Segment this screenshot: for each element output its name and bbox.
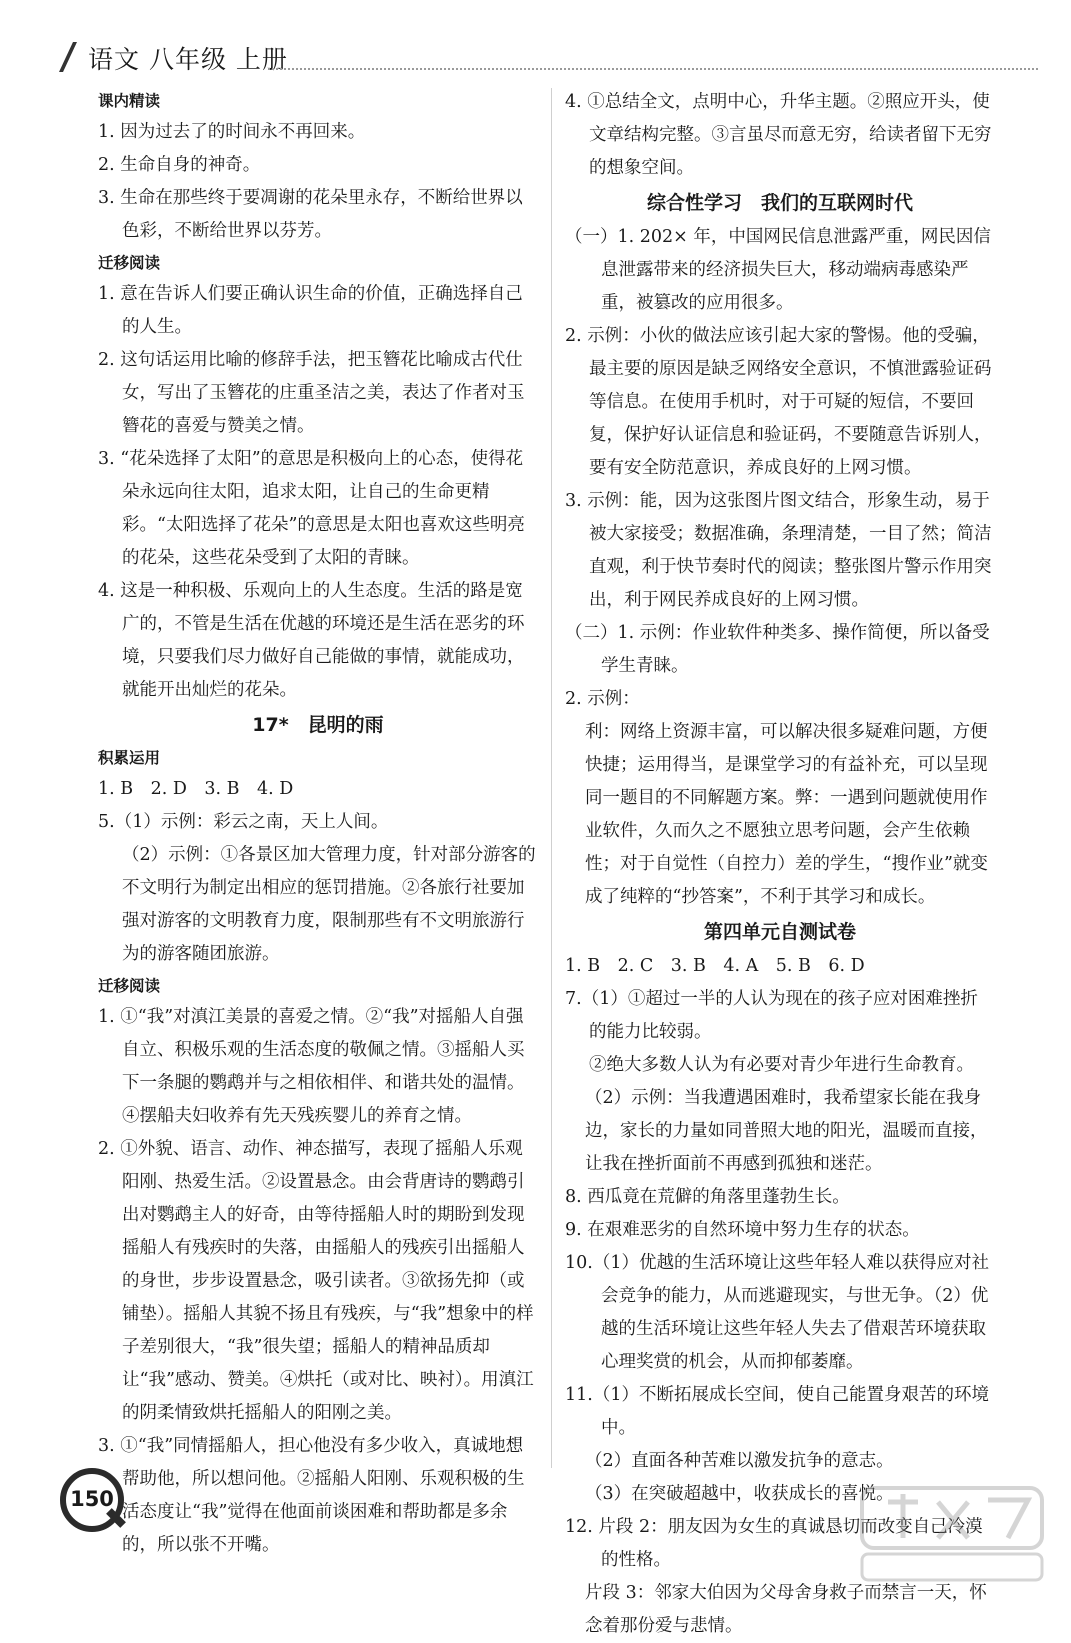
page-header <box>58 36 1038 78</box>
answer-subitem: 片段 3：邻家大伯因为父母舍身救子而禁言一天，怀念着那份爱与悲情。 <box>585 1583 987 1636</box>
answer-item: 1. 因为过去了的时间永不再回来。 <box>98 122 366 142</box>
answer-item: （一）1. 202× 年，中国网民信息泄露严重，网民因信息泄露带来的经济损失巨大，移动端病毒感染严重，被篡改的应用很多。 <box>565 227 991 313</box>
answer-item: 9. 在艰难恶劣的自然环境中努力生存的状态。 <box>565 1220 920 1240</box>
section-heading: 迁移阅读 <box>98 254 161 272</box>
answer-item: 1. B 2. C 3. B 4. A 5. B 6. D <box>565 956 865 976</box>
answer-item: 1. B 2. D 3. B 4. D <box>98 779 294 799</box>
watermark-logo <box>858 1482 1048 1586</box>
book-title: 语文 八年级 上册 <box>88 45 288 74</box>
answer-item: 5.（1）示例：彩云之南，天上人间。 <box>98 812 389 832</box>
answer-subitem: （3）在突破超越中，收获成长的喜悦。 <box>585 1484 894 1504</box>
answer-subitem: 利：网络上资源丰富，可以解决很多疑难问题，方便快捷；运用得当，是课堂学习的有益补充，可以呈现同一题目的不同解题方案。弊：一遇到问题就使用作业软件，久而久之不愿独立思考问题，会产生依赖性；对于自觉性（自控力）差的学生，“搜作业”就变成了纯粹的“抄答案”，不利于其学习和成长。 <box>585 722 988 907</box>
section-heading: 课内精读 <box>98 92 161 110</box>
section-heading: 迁移阅读 <box>98 977 161 995</box>
header-dotted-rule <box>268 68 1038 70</box>
answer-item: 2. 示例： <box>565 689 640 709</box>
left-column <box>98 86 538 1562</box>
chapter-title: 第四单元自测试卷 <box>703 921 856 943</box>
section-heading: 积累运用 <box>98 749 161 767</box>
answer-item: 11.（1）不断拓展成长空间，使自己能置身艰苦的环境中。 <box>565 1385 989 1438</box>
chapter-title: 17* 昆明的雨 <box>252 714 384 736</box>
answer-item: 1. ①“我”对滇江美景的喜爱之情。②“我”对摇船人自强自立、积极乐观的生活态度的敬佩之情。③摇船人买下一条腿的鹦鹉并与之相依相伴、和谐共处的温情。④摆船夫妇收养有先天残疾婴儿的养育之情。 <box>98 1007 525 1126</box>
answer-item: 3. 生命在那些终于要凋谢的花朵里永存，不断给世界以色彩，不断给世界以芬芳。 <box>98 188 523 241</box>
answer-item: （二）1. 示例：作业软件种类多、操作简便，所以备受学生青睐。 <box>565 623 990 676</box>
answer-subitem: （2）示例：①各景区加大管理力度，针对部分游客的不文明行为制定出相应的惩罚措施。②各旅行社要加强对游客的文明教育力度，限制那些有不文明旅游行为的游客随团旅游。 <box>122 845 536 964</box>
page-number-badge <box>60 1468 126 1534</box>
right-column <box>565 86 995 1643</box>
answer-item: 3. ①“我”同情摇船人，担心他没有多少收入，真诚地想帮助他，所以想问他。②摇船人阳刚、乐观积极的生活态度让“我”觉得在他面前谈困难和帮助都是多余的，所以张不开嘴。 <box>98 1436 525 1555</box>
answer-item: 4. 这是一种积极、乐观向上的人生态度。生活的路是宽广的，不管是生活在优越的环境还是生活在恶劣的环境，只要我们尽力做好自己能做的事情，就能成功，就能开出灿烂的花朵。 <box>98 581 525 700</box>
answer-item: 10.（1）优越的生活环境让这些年轻人难以获得应对社会竞争的能力，从而逃避现实，与世无争。（2）优越的生活环境让这些年轻人失去了借艰苦环境获取心理奖赏的机会，从而抑郁萎靡。 <box>565 1253 989 1372</box>
answer-item: 2. ①外貌、语言、动作、神态描写，表现了摇船人乐观阳刚、热爱生活。②设置悬念。由会背唐诗的鹦鹉引出对鹦鹉主人的好奇，由等待摇船人时的期盼到发现摇船人有残疾时的失落，由摇船人的残疾引出摇船人的身世，步步设置悬念，吸引读者。③欲扬先抑（或铺垫）。摇船人其貌不扬且有残疾，与“我”想象中的样子差别很大，“我”很失望；摇船人的精神品质却让“我”感动、赞美。④烘托（或对比、映衬）。用滇江的阴柔情致烘托摇船人的阳刚之美。 <box>98 1139 534 1423</box>
answer-subitem: ②绝大多数人认为有必要对青少年进行生命教育。 <box>589 1055 974 1075</box>
answer-item: 12. 片段 2：朋友因为女生的真诚恳切而改变自己冷漠的性格。 <box>565 1517 983 1570</box>
answer-item: 2. 示例：小伙的做法应该引起大家的警惕。他的受骗，最主要的原因是缺乏网络安全意识，不慎泄露验证码等信息。在使用手机时，对于可疑的短信，不要回复，保护好认证信息和验证码，不要随意告诉别人，要有安全防范意识，养成良好的上网习惯。 <box>565 326 992 478</box>
answer-subitem: （2）直面各种苦难以激发抗争的意志。 <box>585 1451 894 1471</box>
answer-item: 2. 生命自身的神奇。 <box>98 155 261 175</box>
answer-subitem: （2）示例：当我遭遇困难时，我希望家长能在我身边，家长的力量如同普照大地的阳光，温暖而直接，让我在挫折面前不再感到孤独和迷茫。 <box>585 1088 988 1174</box>
answer-item: 8. 西瓜竟在荒僻的角落里蓬勃生长。 <box>565 1187 850 1207</box>
header-slash-mark <box>59 42 77 72</box>
answer-item: 1. 意在告诉人们要正确认识生命的价值，正确选择自己的人生。 <box>98 284 523 337</box>
answer-item: 2. 这句话运用比喻的修辞手法，把玉簪花比喻成古代仕女，写出了玉簪花的庄重圣洁之美，表达了作者对玉簪花的喜爱与赞美之情。 <box>98 350 525 436</box>
column-divider <box>551 88 552 1468</box>
answer-item: 7.（1）①超过一半的人认为现在的孩子应对困难挫折的能力比较弱。 <box>565 989 978 1042</box>
chapter-title: 综合性学习 我们的互联网时代 <box>646 192 913 214</box>
page-number: 150 <box>70 1487 114 1511</box>
answer-item: 4. ①总结全文，点明中心，升华主题。②照应开头，使文章结构完整。③言虽尽而意无穷，给读者留下无穷的想象空间。 <box>565 92 992 178</box>
answer-item: 3. “花朵选择了太阳”的意思是积极向上的心态，使得花朵永远向往太阳，追求太阳，让自己的生命更精彩。“太阳选择了花朵”的意思是太阳也喜欢这些明亮的花朵，这些花朵受到了太阳的青睐。 <box>98 449 525 568</box>
answer-item: 3. 示例：能，因为这张图片图文结合，形象生动，易于被大家接受；数据准确，条理清楚，一目了然；简洁直观，利于快节奏时代的阅读；整张图片警示作用突出，利于网民养成良好的上网习惯。 <box>565 491 992 610</box>
